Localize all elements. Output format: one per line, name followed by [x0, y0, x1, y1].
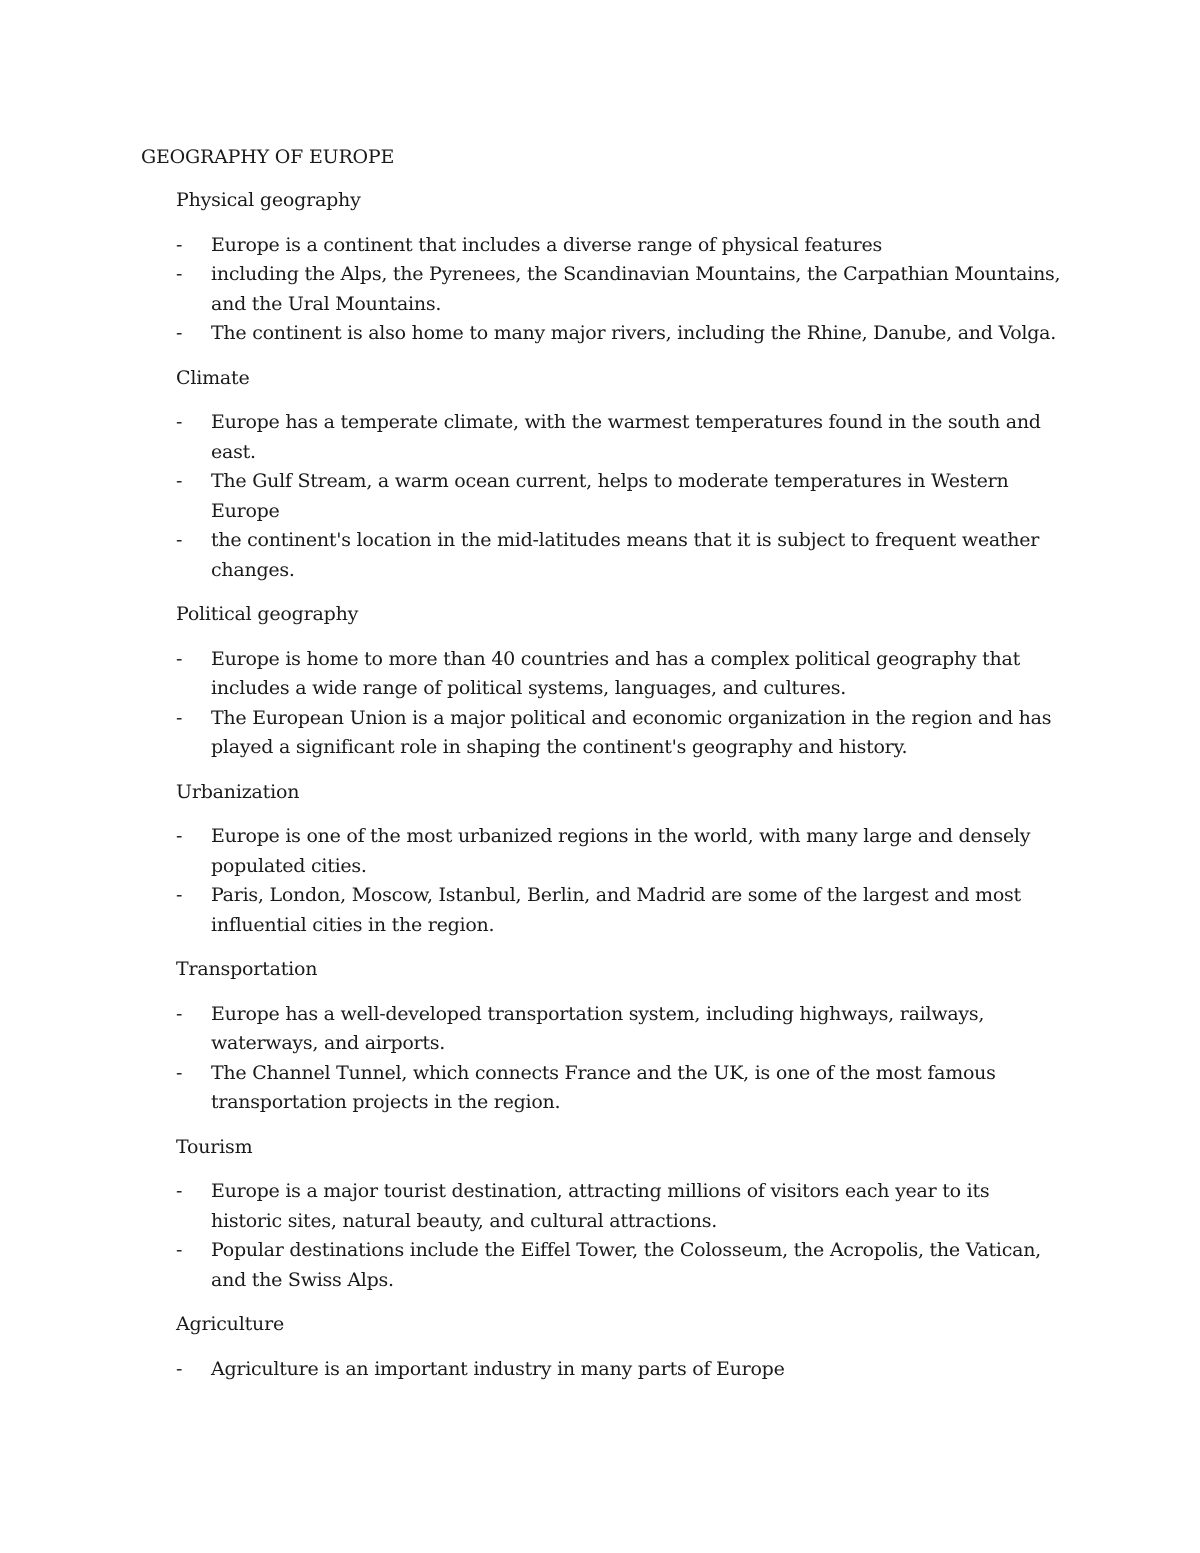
section-urbanization — [176, 778, 1076, 941]
bullet-dash: - — [176, 529, 183, 551]
bullet-text: The Channel Tunnel, which connects France and the UK, is one of the most famous transportation projects in the region. — [211, 1061, 996, 1113]
bullet-item — [176, 467, 1061, 526]
bullet-list — [176, 1177, 1076, 1295]
bullet-dash: - — [176, 1357, 183, 1380]
bullet-list — [176, 408, 1076, 585]
section-heading: Political geography — [176, 603, 359, 625]
bullet-dash: - — [176, 706, 183, 729]
bullet-item — [176, 1059, 1061, 1118]
bullet-dash: - — [176, 825, 183, 847]
bullet-dash: - — [176, 884, 183, 906]
bullet-item — [176, 1177, 1061, 1236]
bullet-list — [176, 822, 1076, 940]
bullet-text: Europe has a well-developed transportation system, including highways, railways, waterways, and airports. — [211, 1002, 985, 1054]
bullet-dash: - — [176, 1180, 183, 1202]
section-heading: Transportation — [176, 958, 318, 980]
bullet-dash: - — [176, 233, 183, 256]
bullet-text: Europe is a major tourist destination, attracting millions of visitors each year to its historic sites, natural beauty, and cultural attractions. — [211, 1180, 990, 1232]
bullet-item — [176, 1355, 1061, 1385]
bullet-item — [176, 645, 1061, 704]
bullet-text: including the Alps, the Pyrenees, the Scandinavian Mountains, the Carpathian Mountains, and the Ural Mountains. — [211, 263, 1061, 315]
bullet-item — [176, 704, 1061, 763]
bullet-item — [176, 1000, 1061, 1059]
bullet-item — [176, 260, 1061, 319]
bullet-text: the continent's location in the mid-latitudes means that it is subject to frequent weather changes. — [211, 529, 1040, 581]
section-physical-geography — [176, 186, 1076, 349]
bullet-dash: - — [176, 1239, 183, 1261]
bullet-dash: - — [176, 647, 183, 670]
bullet-item — [176, 319, 1061, 349]
bullet-dash: - — [176, 322, 183, 344]
document-title: GEOGRAPHY OF EUROPE — [141, 146, 395, 168]
bullet-text: Europe is home to more than 40 countries and has a complex political geography that includes a wide range of political systems, languages, and cultures. — [211, 647, 1020, 699]
section-heading: Tourism — [176, 1135, 253, 1158]
bullet-text: Paris, London, Moscow, Istanbul, Berlin, and Madrid are some of the largest and most influential cities in the region. — [211, 884, 1021, 936]
bullet-dash: - — [176, 470, 183, 492]
section-heading: Urbanization — [176, 780, 300, 803]
bullet-text: The Gulf Stream, a warm ocean current, helps to moderate temperatures in Western Europe — [211, 470, 1009, 522]
bullet-text: The continent is also home to many major rivers, including the Rhine, Danube, and Volga. — [211, 322, 1056, 344]
section-agriculture — [176, 1310, 1076, 1384]
section-heading: Agriculture — [176, 1313, 284, 1335]
section-heading: Climate — [176, 366, 250, 389]
section-climate — [176, 364, 1076, 586]
bullet-dash: - — [176, 1061, 183, 1084]
bullet-list — [176, 1000, 1076, 1118]
bullet-item — [176, 231, 1061, 261]
section-political-geography — [176, 600, 1076, 763]
bullet-text: Europe is one of the most urbanized regions in the world, with many large and densely populated cities. — [211, 825, 1031, 877]
bullet-dash: - — [176, 411, 183, 433]
section-heading: Physical geography — [176, 189, 361, 211]
bullet-dash: - — [176, 1002, 183, 1025]
bullet-item — [176, 881, 1061, 940]
bullet-item — [176, 408, 1061, 467]
bullet-text: Europe has a temperate climate, with the warmest temperatures found in the south and east. — [211, 411, 1041, 463]
bullet-item — [176, 822, 1061, 881]
section-tourism — [176, 1133, 1076, 1296]
bullet-list — [176, 231, 1076, 349]
bullet-dash: - — [176, 263, 183, 285]
bullet-text: The European Union is a major political and economic organization in the region and has played a significant role in shaping the continent's geography and history. — [211, 706, 1052, 758]
bullet-item — [176, 1236, 1061, 1295]
bullet-item — [176, 526, 1061, 585]
bullet-text: Agriculture is an important industry in many parts of Europe — [211, 1357, 785, 1380]
bullet-list — [176, 1355, 1076, 1385]
section-transportation — [176, 955, 1076, 1118]
bullet-text: Europe is a continent that includes a diverse range of physical features — [211, 233, 882, 256]
bullet-list — [176, 645, 1076, 763]
bullet-text: Popular destinations include the Eiffel Tower, the Colosseum, the Acropolis, the Vatican, and the Swiss Alps. — [211, 1239, 1041, 1291]
document-sections — [176, 186, 1076, 1399]
